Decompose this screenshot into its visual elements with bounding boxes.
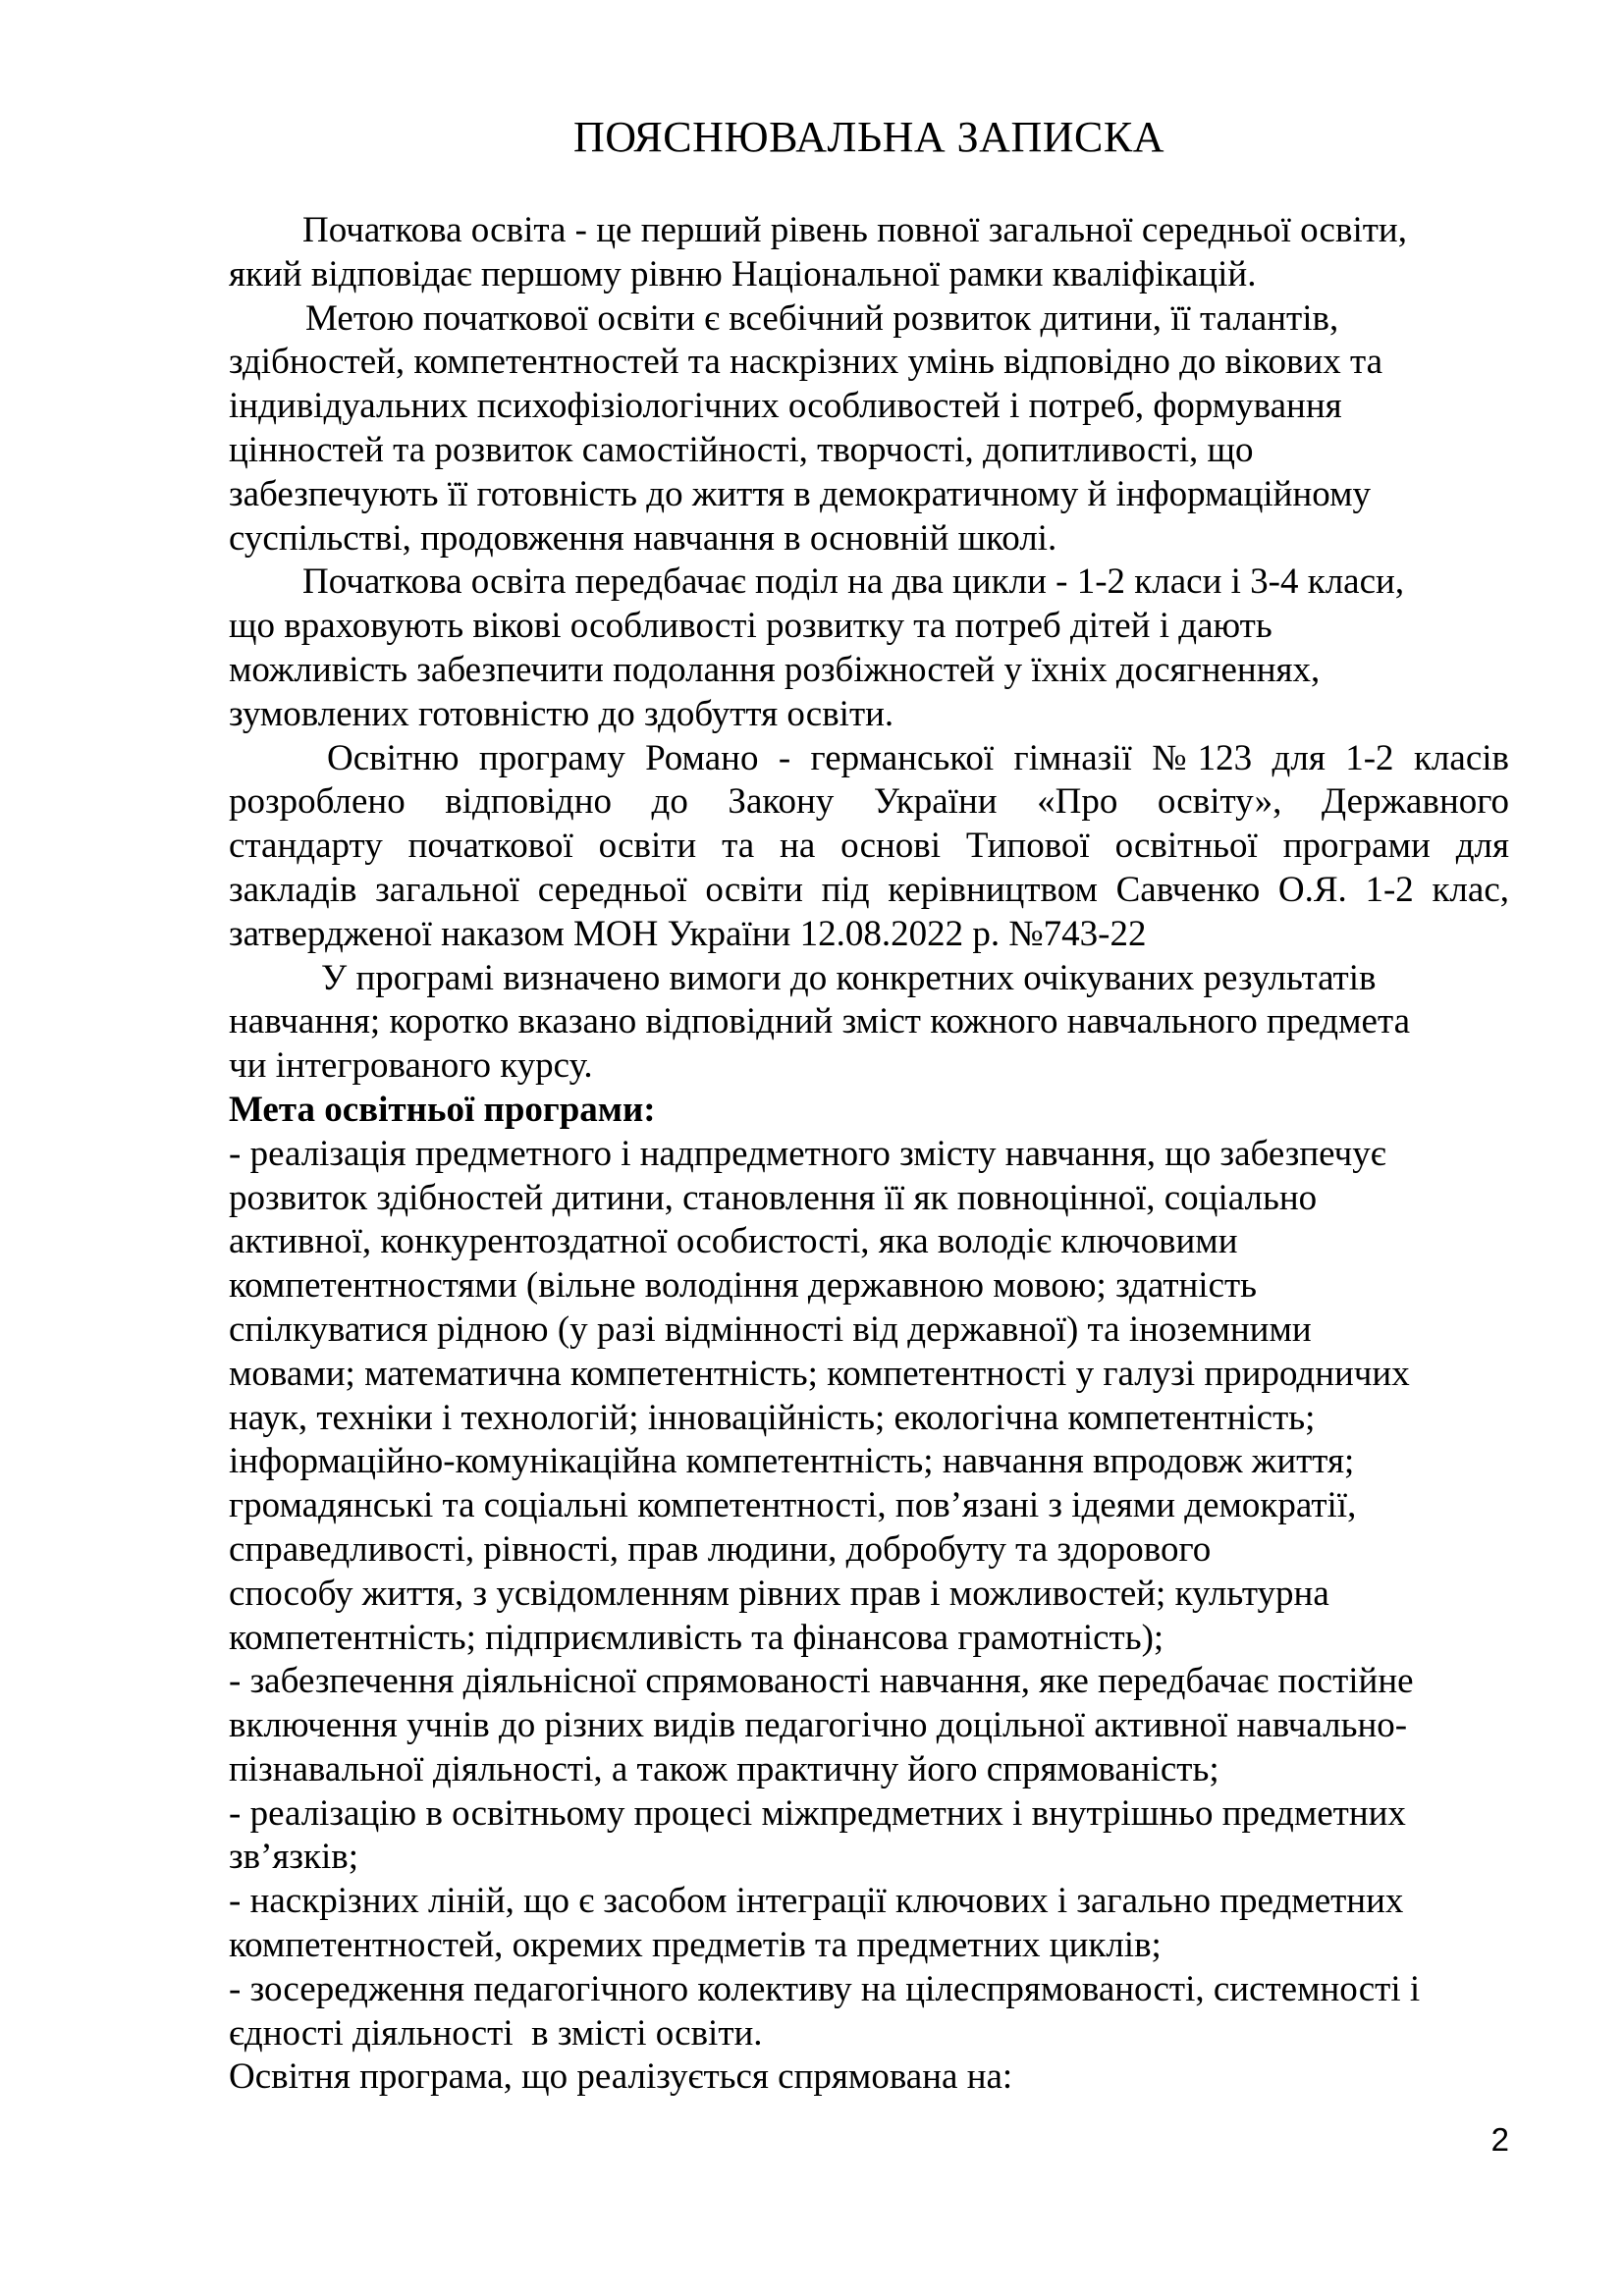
- text-line: Мета освітньої програми:: [229, 1089, 656, 1130]
- text-line: включення учнів до різних видів педагогічно доцільної активної навчально-: [229, 1705, 1408, 1746]
- text-line: - наскрізних ліній, що є засобом інтеграції ключових і загально предметних: [229, 1881, 1404, 1922]
- text-line: розвиток здібностей дитини, становлення її як повноцінної, соціально: [229, 1177, 1318, 1218]
- text-line: здібностей, компетентностей та наскрізних умінь відповідно до вікових та: [229, 342, 1383, 383]
- text-line: зумовлених готовністю до здобуття освіти.: [229, 693, 894, 734]
- text-line: Початкова освіта передбачає поділ на два цикли - 1-2 класи і 3-4 класи,: [302, 561, 1405, 603]
- text-line: розроблено відповідно до Закону України «Про освіту», Державного: [229, 781, 1509, 823]
- text-line: спілкуватися рідною (у разі відмінності від державної) та іноземними: [229, 1308, 1312, 1350]
- text-line: затвердженої наказом МОН України 12.08.2022 р. №743-22: [229, 913, 1147, 954]
- text-line: інформаційно-комунікаційна компетентність; навчання впродовж життя;: [229, 1441, 1355, 1482]
- text-line: компетентностей, окремих предметів та предметних циклів;: [229, 1925, 1162, 1966]
- text-line: Освітня програма, що реалізується спрямована на:: [229, 2056, 1013, 2098]
- page-number: 2: [1490, 2121, 1509, 2158]
- text-line: чи інтегрованого курсу.: [229, 1045, 593, 1087]
- text-line: пізнавальної діяльності, а також практичну його спрямованість;: [229, 1748, 1219, 1789]
- text-line: забезпечують її готовність до життя в демократичному й інформаційному: [229, 473, 1371, 514]
- text-line: компетентностями (вільне володіння державною мовою; здатність: [229, 1265, 1258, 1307]
- document-body: [229, 209, 1509, 2100]
- text-line: У програмі визначено вимоги до конкретних очікуваних результатів: [321, 957, 1377, 998]
- text-line: справедливості, рівності, прав людини, добробуту та здорового: [229, 1528, 1212, 1570]
- text-line: Метою початкової освіти є всебічний розвиток дитини, її талантів,: [305, 297, 1339, 339]
- text-line: - зосередження педагогічного колективу на цілеспрямованості, системності і: [229, 1968, 1421, 2009]
- text-line: можливість забезпечити подолання розбіжностей у їхніх досягненнях,: [229, 649, 1321, 690]
- text-line: - реалізацію в освітньому процесі міжпредметних і внутрішньо предметних: [229, 1792, 1406, 1834]
- text-line: способу життя, з усвідомленням рівних прав і можливостей; культурна: [229, 1573, 1329, 1614]
- text-line: активної, конкурентоздатної особистості, яка володіє ключовими: [229, 1221, 1238, 1262]
- text-line: компетентність; підприємливість та фінансова грамотність);: [229, 1617, 1164, 1658]
- text-line: - реалізація предметного і надпредметного змісту навчання, що забезпечує: [229, 1133, 1386, 1174]
- text-line: навчання; коротко вказано відповідний зміст кожного навчального предмета: [229, 1001, 1410, 1042]
- text-line: Початкова освіта - це перший рівень повної загальної середньої освіти,: [302, 210, 1407, 250]
- text-line: Освітню програму Романо - германської гімназії №123 для 1-2 класів: [327, 737, 1509, 778]
- text-line: мовами; математична компетентність; компетентності у галузі природничих: [229, 1353, 1410, 1394]
- text-line: громадянські та соціальні компетентності, пов’язані з ідеями демократії,: [229, 1485, 1357, 1526]
- text-line: - забезпечення діяльнісної спрямованості навчання, яке передбачає постійне: [229, 1661, 1414, 1702]
- text-line: що враховують вікові особливості розвитку та потреб дітей і дають: [229, 606, 1272, 647]
- text-line: суспільстві, продовження навчання в основній школі.: [229, 517, 1057, 559]
- text-line: стандарту початкової освіти та на основі Типової освітньої програми для: [229, 826, 1509, 867]
- text-line: цінностей та розвиток самостійності, творчості, допитливості, що: [229, 429, 1254, 470]
- page-title: ПОЯСНЮВАЛЬНА ЗАПИСКА: [573, 113, 1164, 161]
- text-line: який відповідає першому рівню Національної рамки кваліфікацій.: [229, 253, 1257, 294]
- text-line: зв’язків;: [229, 1837, 359, 1878]
- text-line: індивідуальних психофізіологічних особливостей і потреб, формування: [229, 386, 1342, 427]
- text-line: єдності діяльності в змісті освіти.: [229, 2012, 763, 2054]
- text-line: закладів загальної середньої освіти під керівництвом Савченко О.Я. 1-2 клас,: [229, 869, 1509, 910]
- text-line: наук, техніки і технологій; інноваційність; екологічна компетентність;: [229, 1397, 1316, 1438]
